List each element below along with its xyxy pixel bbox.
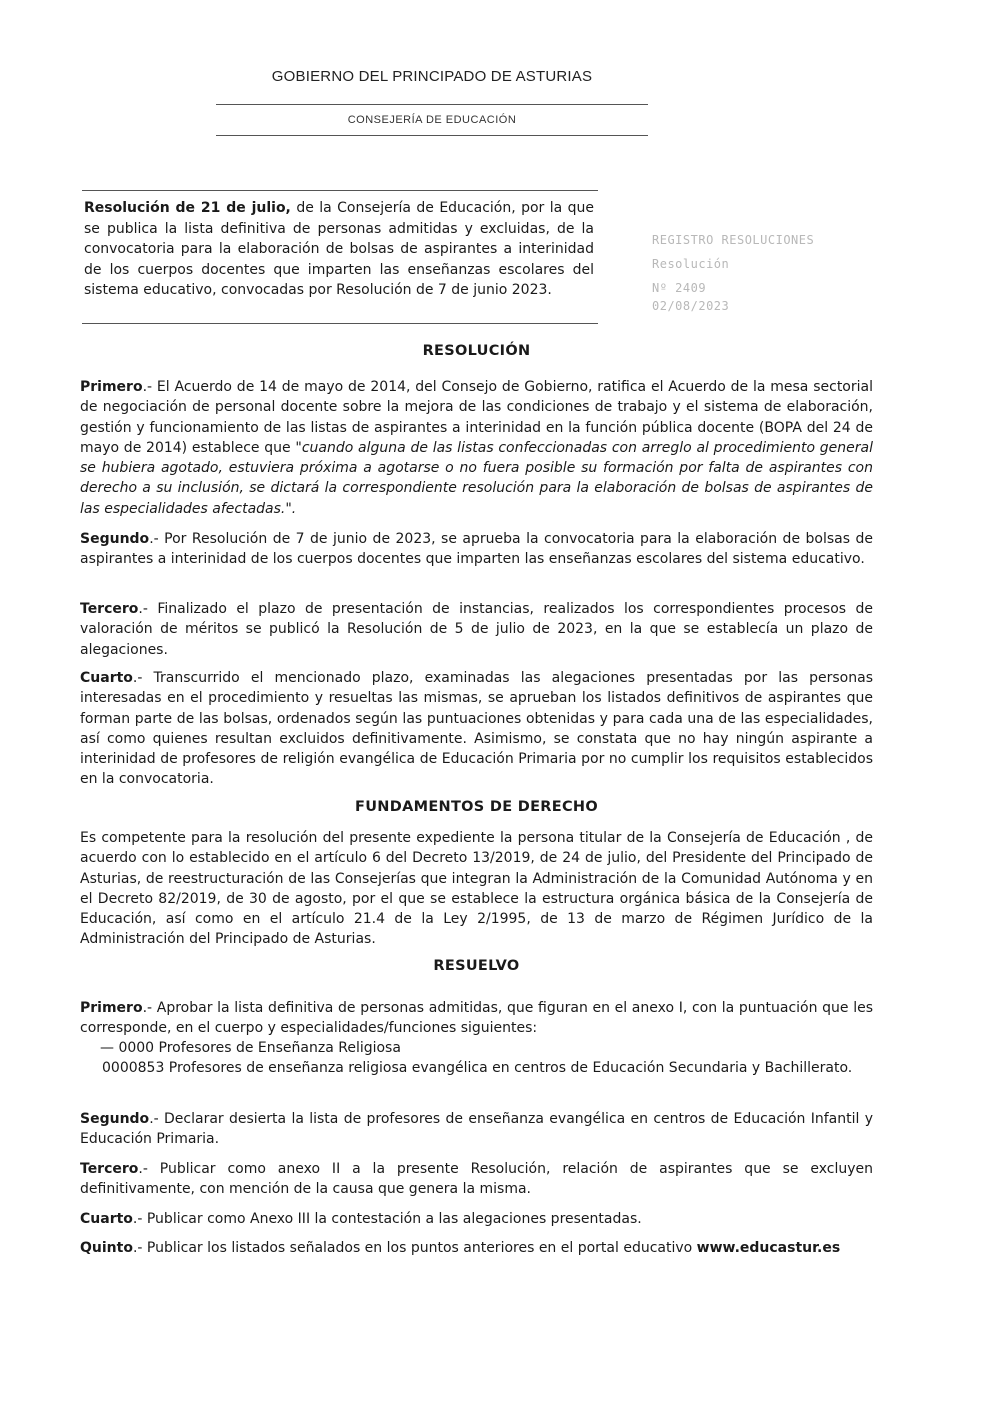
stamp-line-1: REGISTRO RESOLUCIONES — [652, 233, 815, 247]
educastur-link[interactable]: www.educastur.es — [696, 1240, 841, 1256]
registry-stamp — [652, 228, 814, 318]
resuelvo-quinto-label: Quinto — [80, 1240, 133, 1256]
resuelvo-cuarto — [80, 1209, 873, 1229]
resuelvo-tercero-text: .- Publicar como anexo II a la presente Resolución, relación de aspirantes que se excluyen definitivamente, con mención de la causa que genera la misma. — [80, 1161, 873, 1198]
resuelvo-primero-text: .- Aprobar la lista definitiva de personas admitidas, que figuran en el anexo I, con la puntuación que les corresponde, en el cuerpo y especialidades/funciones siguientes: — [80, 1000, 873, 1037]
stamp-line-3: Nº 2409 — [652, 281, 707, 295]
summary-lead: Resolución de 21 de julio, — [84, 200, 291, 216]
resuelvo-cuarto-text: .- Publicar como Anexo III la contestación a las alegaciones presentadas. — [132, 1211, 642, 1227]
resolution-summary — [84, 198, 594, 301]
resuelvo-primero-label: Primero — [80, 1000, 143, 1016]
antecedente-primero — [80, 377, 873, 519]
antecedente-tercero-label: Tercero — [80, 601, 139, 617]
resuelvo-segundo-label: Segundo — [80, 1111, 150, 1127]
antecedente-cuarto — [80, 668, 873, 790]
resuelvo-item-1: — 0000 Profesores de Enseñanza Religiosa — [100, 1040, 401, 1056]
fundamentos-text: Es competente para la resolución del presente expediente la persona titular de la Consejería de Educación , de acuerdo con lo establecido en el artículo 6 del Decreto 13/2019, de 24 de julio, del Presidente del Principado de Asturias, de reestructuración de las Consejerías que integran la Administración de la Comunidad Autónoma y en el Decreto 82/2019, de 30 de agosto, por el que se establece la estructura orgánica básica de la Consejería de Educación, así como en el artículo 21.4 de la Ley 2/1995, de 13 de marzo de Régimen Jurídico de la Administración del Principado de Asturias. — [80, 830, 873, 948]
heading-resolucion: RESOLUCIÓN — [422, 343, 531, 359]
resuelvo-quinto — [80, 1238, 873, 1258]
government-title: GOBIERNO DEL PRINCIPADO DE ASTURIAS — [271, 68, 593, 85]
summary-divider-bottom — [82, 323, 598, 324]
resuelvo-cuarto-label: Cuarto — [80, 1211, 133, 1227]
summary-text: de la Consejería de Educación, por la que se publica la lista definitiva de personas admitidas y excluidas, de la convocatoria para la elaboración de bolsas de aspirantes a interinidad de los cuerpos docentes que imparten las enseñanzas escolares del sistema educativo, convocadas por Resolución de 7 de junio 2023. — [84, 200, 594, 298]
header-divider-top — [216, 104, 648, 105]
antecedente-segundo-label: Segundo — [80, 531, 150, 547]
heading-fundamentos: FUNDAMENTOS DE DERECHO — [355, 799, 598, 815]
stamp-line-2: Resolución — [652, 257, 730, 271]
antecedente-tercero — [80, 599, 873, 660]
resuelvo-tercero-label: Tercero — [80, 1161, 139, 1177]
resuelvo-quinto-text: .- Publicar los listados señalados en los puntos anteriores en el portal educativo — [132, 1240, 697, 1256]
resuelvo-primero — [80, 998, 873, 1039]
summary-divider-top — [82, 190, 598, 191]
antecedente-segundo — [80, 529, 873, 570]
antecedente-segundo-text: .- Por Resolución de 7 de junio de 2023, se aprueba la convocatoria para la elaboración de bolsas de aspirantes a interinidad de los cuerpos docentes que imparten las enseñanzas escolares del sistema educativo. — [80, 531, 873, 568]
antecedente-primero-label: Primero — [80, 379, 143, 395]
antecedente-primero-text: .- El Acuerdo de 14 de mayo de 2014, del Consejo de Gobierno, ratifica el Acuerdo de la mesa sectorial de negociación de personal docente sobre la mejora de las condiciones de trabajo y el sistema de elaboración, gestión y funcionamiento de las listas de aspirantes a interinidad en la función pública docente (BOPA del 24 de mayo de 2014) establece que — [80, 379, 873, 456]
stamp-line-4: 02/08/2023 — [652, 299, 730, 313]
antecedente-tercero-text: .- Finalizado el plazo de presentación de instancias, realizados los correspondientes procesos de valoración de méritos se publicó la Resolución de 5 de julio de 2023, en la que se establecía un plazo de alegaciones. — [80, 601, 873, 658]
department-title: CONSEJERÍA DE EDUCACIÓN — [347, 114, 517, 126]
resuelvo-item-2: 0000853 Profesores de enseñanza religiosa evangélica en centros de Educación Secundaria y Bachillerato. — [102, 1060, 853, 1076]
resuelvo-tercero — [80, 1159, 873, 1200]
header-divider-bottom — [216, 135, 648, 136]
antecedente-cuarto-text: .- Transcurrido el mencionado plazo, examinadas las alegaciones presentadas por las personas interesadas en el procedimiento y resueltas las mismas, se aprueban los listados definitivos de aspirantes que forman parte de las bolsas, ordenados según las puntuaciones obtenidas y para cada una de las especialidades, así como quienes resultan excluidos definitivamente. Asimismo, se constata que no hay ningún aspirante a interinidad de profesores de religión evangélica de Educación Primaria por no cumplir los requisitos establecidos en la convocatoria. — [80, 670, 873, 788]
antecedente-cuarto-label: Cuarto — [80, 670, 133, 686]
resuelvo-segundo-text: .- Declarar desierta la lista de profesores de enseñanza evangélica en centros de Educación Infantil y Educación Primaria. — [80, 1111, 873, 1148]
resuelvo-segundo — [80, 1109, 873, 1150]
antecedente-primero-quote: "cuando alguna de las listas confeccionadas con arreglo al procedimiento general se hubiera agotado, estuviera próxima a agotarse o no fuera posible su formación por falta de aspirantes con derecho a su inclusión, se dictará la correspondiente resolución para la elaboración de bolsas de aspirantes de las especialidades afectadas.". — [80, 439, 873, 517]
heading-resuelvo: RESUELVO — [433, 958, 520, 974]
